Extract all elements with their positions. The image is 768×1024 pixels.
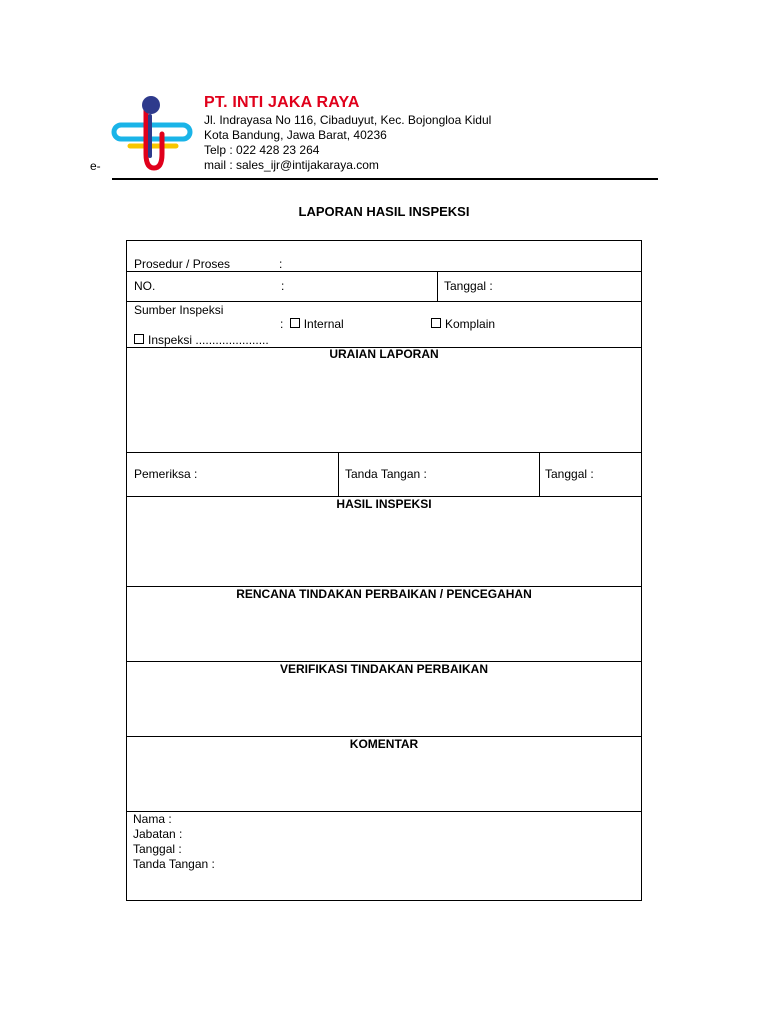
row-divider bbox=[127, 301, 641, 302]
no-label: NO. bbox=[134, 279, 156, 293]
nama-label: Nama : bbox=[133, 812, 172, 826]
no-colon: : bbox=[281, 279, 285, 293]
sign-tanda-tangan-label: Tanda Tangan : bbox=[133, 857, 215, 871]
tanggal-pemeriksa-label: Tanggal : bbox=[545, 467, 594, 481]
option-internal[interactable] bbox=[280, 317, 344, 331]
prosedur-label: Prosedur / Proses bbox=[134, 257, 231, 271]
rencana-tindakan-heading: RENCANA TINDAKAN PERBAIKAN / PENCEGAHAN bbox=[236, 587, 532, 601]
internal-checkbox[interactable] bbox=[290, 318, 300, 328]
email-prefix: e- bbox=[90, 159, 101, 173]
pemeriksa-label: Pemeriksa : bbox=[134, 467, 198, 481]
hasil-inspeksi-heading: HASIL INSPEKSI bbox=[336, 497, 432, 511]
jabatan-label: Jabatan : bbox=[133, 827, 183, 841]
address-line-1: Jl. Indrayasa No 116, Cibaduyut, Kec. Bojongloa Kidul bbox=[204, 113, 492, 127]
prosedur-colon: : bbox=[279, 257, 283, 271]
column-divider bbox=[437, 271, 438, 301]
sumber-colon: : bbox=[280, 317, 284, 331]
komplain-checkbox[interactable] bbox=[431, 318, 441, 328]
row-divider bbox=[127, 271, 641, 272]
komplain-label: Komplain bbox=[445, 317, 496, 331]
tanda-tangan-label: Tanda Tangan : bbox=[345, 467, 427, 481]
inspeksi-checkbox[interactable] bbox=[134, 334, 144, 344]
komentar-heading: KOMENTAR bbox=[349, 737, 419, 751]
inspeksi-label: Inspeksi ...................... bbox=[148, 333, 269, 347]
sign-tanggal-label: Tanggal : bbox=[133, 842, 182, 856]
company-logo bbox=[110, 94, 196, 174]
document-title: LAPORAN HASIL INSPEKSI bbox=[298, 204, 470, 219]
tanggal-label: Tanggal : bbox=[444, 279, 493, 293]
inspection-form bbox=[126, 240, 642, 901]
email-line: mail : sales_ijr@intijakaraya.com bbox=[204, 158, 379, 172]
row-divider bbox=[127, 452, 641, 453]
option-komplain[interactable] bbox=[431, 317, 495, 331]
uraian-laporan-heading: URAIAN LAPORAN bbox=[329, 347, 439, 361]
header-divider bbox=[112, 178, 658, 180]
verifikasi-tindakan-heading: VERIFIKASI TINDAKAN PERBAIKAN bbox=[279, 662, 488, 676]
column-divider bbox=[539, 452, 540, 496]
address-line-2: Kota Bandung, Jawa Barat, 40236 bbox=[204, 128, 387, 142]
phone-line: Telp : 022 428 23 264 bbox=[204, 143, 320, 157]
column-divider bbox=[338, 452, 339, 496]
row-divider bbox=[127, 811, 641, 812]
company-name: PT. INTI JAKA RAYA bbox=[204, 94, 360, 111]
internal-label: Internal bbox=[303, 317, 344, 331]
option-inspeksi[interactable] bbox=[134, 333, 269, 347]
sumber-inspeksi-label: Sumber Inspeksi bbox=[134, 303, 224, 317]
